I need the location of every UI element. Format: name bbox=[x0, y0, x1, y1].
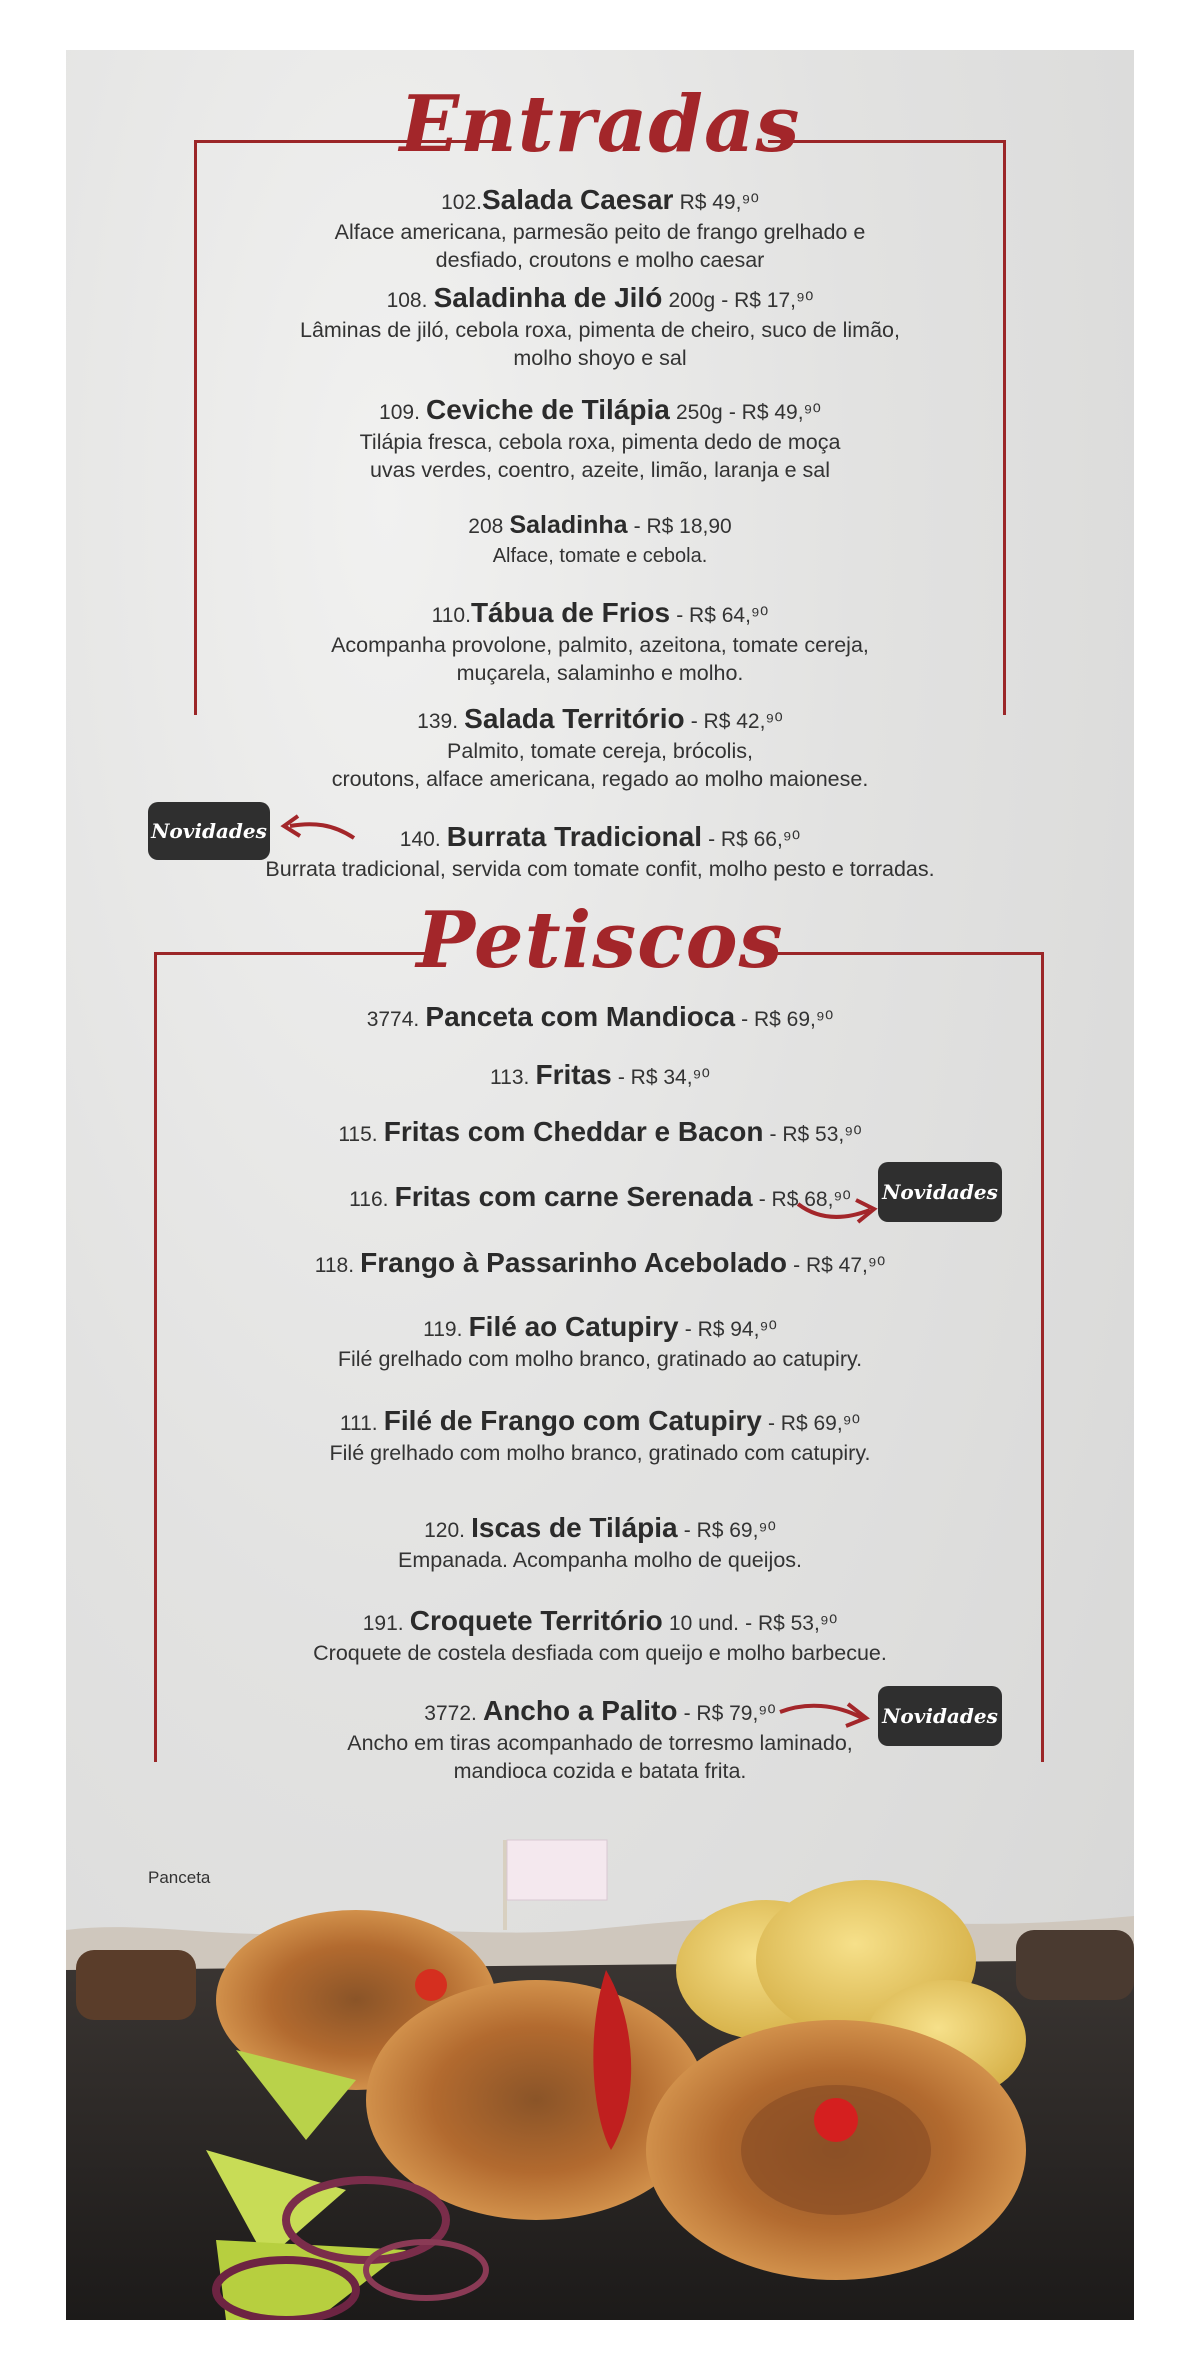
item-number: 113. bbox=[490, 1066, 530, 1089]
menu-item bbox=[66, 185, 1134, 274]
item-price: - R$ 79,⁹⁰ bbox=[683, 1702, 776, 1725]
item-price: - R$ 53,⁹⁰ bbox=[769, 1123, 862, 1146]
item-number: 116. bbox=[349, 1188, 389, 1211]
item-number: 109. bbox=[379, 401, 420, 424]
item-description: Filé grelhado com molho branco, gratinado ao catupiry. bbox=[337, 1347, 863, 1371]
item-number: 208 bbox=[468, 515, 504, 538]
item-description: Tilápia fresca, cebola roxa, pimenta dedo de moça bbox=[359, 430, 841, 454]
item-price: - R$ 18,90 bbox=[633, 515, 732, 538]
item-description: Filé grelhado com molho branco, gratinado com catupiry. bbox=[329, 1441, 871, 1465]
item-price: - R$ 42,⁹⁰ bbox=[690, 710, 783, 733]
item-description: desfiado, croutons e molho caesar bbox=[435, 248, 765, 272]
menu-item bbox=[66, 598, 1134, 687]
item-description: Burrata tradicional, servida com tomate confit, molho pesto e torradas. bbox=[265, 857, 935, 881]
item-number: 119. bbox=[423, 1318, 463, 1341]
menu-item bbox=[66, 1117, 1134, 1150]
item-price: - R$ 47,⁹⁰ bbox=[793, 1254, 886, 1277]
item-portion: 250g bbox=[675, 401, 723, 424]
novidades-badge: Novidades bbox=[878, 1686, 1002, 1746]
arrow-icon bbox=[278, 808, 358, 848]
menu-item bbox=[66, 510, 1134, 570]
menu-item bbox=[66, 283, 1134, 372]
item-number: 140. bbox=[399, 828, 441, 851]
item-number: 3774. bbox=[366, 1008, 420, 1031]
item-number: 102. bbox=[441, 191, 482, 214]
novidades-badge: Novidades bbox=[878, 1162, 1002, 1222]
item-description: Croquete de costela desfiada com queijo e molho barbecue. bbox=[313, 1641, 887, 1665]
menu-page bbox=[66, 50, 1134, 2320]
item-name: Filé ao Catupiry bbox=[468, 1311, 679, 1342]
novidades-badge: Novidades bbox=[148, 802, 270, 860]
item-name: Ancho a Palito bbox=[482, 1695, 678, 1726]
item-number: 191. bbox=[362, 1612, 404, 1635]
item-description: croutons, alface americana, regado ao molho maionese. bbox=[331, 767, 869, 791]
entradas-title: Entradas bbox=[399, 79, 801, 170]
menu-item bbox=[66, 1606, 1134, 1667]
item-description: mandioca cozida e batata frita. bbox=[453, 1759, 747, 1783]
item-price: - R$ 17,⁹⁰ bbox=[721, 289, 814, 312]
menu-item bbox=[66, 1248, 1134, 1281]
item-name: Ceviche de Tilápia bbox=[426, 394, 670, 425]
item-number: 118. bbox=[314, 1254, 355, 1277]
menu-item bbox=[66, 1002, 1134, 1035]
item-price: - R$ 64,⁹⁰ bbox=[676, 604, 769, 627]
item-portion: 200g bbox=[668, 289, 716, 312]
item-description: muçarela, salaminho e molho. bbox=[456, 661, 744, 685]
item-price: - R$ 68,⁹⁰ bbox=[758, 1188, 851, 1211]
menu-item bbox=[66, 1312, 1134, 1373]
item-description: uvas verdes, coentro, azeite, limão, laranja e sal bbox=[369, 458, 831, 482]
menu-item bbox=[66, 1513, 1134, 1574]
item-price: - R$ 53,⁹⁰ bbox=[745, 1612, 838, 1635]
item-name: Fritas com Cheddar e Bacon bbox=[383, 1116, 764, 1147]
item-number: 3772. bbox=[424, 1702, 477, 1725]
item-description: Empanada. Acompanha molho de queijos. bbox=[398, 1548, 802, 1572]
panceta-photo bbox=[66, 1820, 1134, 2320]
item-description: Acompanha provolone, palmito, azeitona, tomate cereja, bbox=[331, 633, 869, 657]
item-name: Tábua de Frios bbox=[470, 597, 671, 628]
item-name: Fritas com carne Serenada bbox=[394, 1181, 753, 1212]
menu-item bbox=[66, 704, 1134, 793]
menu-item bbox=[66, 1406, 1134, 1467]
item-name: Panceta com Mandioca bbox=[425, 1001, 736, 1032]
item-name: Croquete Território bbox=[409, 1605, 663, 1636]
item-name: Filé de Frango com Catupiry bbox=[383, 1405, 762, 1436]
item-number: 111. bbox=[339, 1412, 378, 1435]
photo-caption: Panceta bbox=[148, 1868, 211, 1887]
item-number: 120. bbox=[424, 1519, 465, 1542]
item-name: Saladinha de Jiló bbox=[433, 282, 663, 313]
item-description: molho shoyo e sal bbox=[513, 346, 687, 370]
item-name: Burrata Tradicional bbox=[446, 821, 702, 852]
item-number: 115. bbox=[338, 1123, 378, 1146]
item-price: - R$ 49,⁹⁰ bbox=[728, 401, 821, 424]
item-name: Salada Território bbox=[464, 703, 685, 734]
item-price: - R$ 66,⁹⁰ bbox=[708, 828, 801, 851]
item-description: Palmito, tomate cereja, brócolis, bbox=[447, 739, 753, 763]
item-name: Fritas bbox=[535, 1059, 612, 1090]
item-portion: 10 und. bbox=[668, 1612, 739, 1635]
menu-item bbox=[66, 395, 1134, 484]
item-price: - R$ 34,⁹⁰ bbox=[617, 1066, 710, 1089]
item-number: 139. bbox=[417, 710, 459, 733]
petiscos-title: Petiscos bbox=[416, 895, 784, 986]
item-number: 108. bbox=[386, 289, 428, 312]
item-price: - R$ 69,⁹⁰ bbox=[741, 1008, 834, 1031]
item-name: Iscas de Tilápia bbox=[471, 1512, 678, 1543]
menu-item bbox=[66, 1060, 1134, 1093]
item-price: R$ 49,⁹⁰ bbox=[679, 191, 759, 214]
item-description: Alface, tomate e cebola. bbox=[492, 545, 708, 567]
item-price: - R$ 69,⁹⁰ bbox=[767, 1412, 861, 1435]
item-price: - R$ 69,⁹⁰ bbox=[683, 1519, 776, 1542]
item-name: Saladinha bbox=[509, 511, 628, 539]
arrow-icon bbox=[776, 1696, 872, 1732]
item-price: - R$ 94,⁹⁰ bbox=[684, 1318, 777, 1341]
item-name: Salada Caesar bbox=[481, 184, 674, 215]
item-description: Ancho em tiras acompanhado de torresmo laminado, bbox=[347, 1731, 853, 1755]
item-description: Lâminas de jiló, cebola roxa, pimenta de cheiro, suco de limão, bbox=[300, 318, 900, 342]
item-description: Alface americana, parmesão peito de frango grelhado e bbox=[334, 220, 866, 244]
item-name: Frango à Passarinho Acebolado bbox=[360, 1247, 788, 1278]
arrow-icon bbox=[794, 1190, 880, 1230]
item-number: 110. bbox=[431, 604, 471, 627]
